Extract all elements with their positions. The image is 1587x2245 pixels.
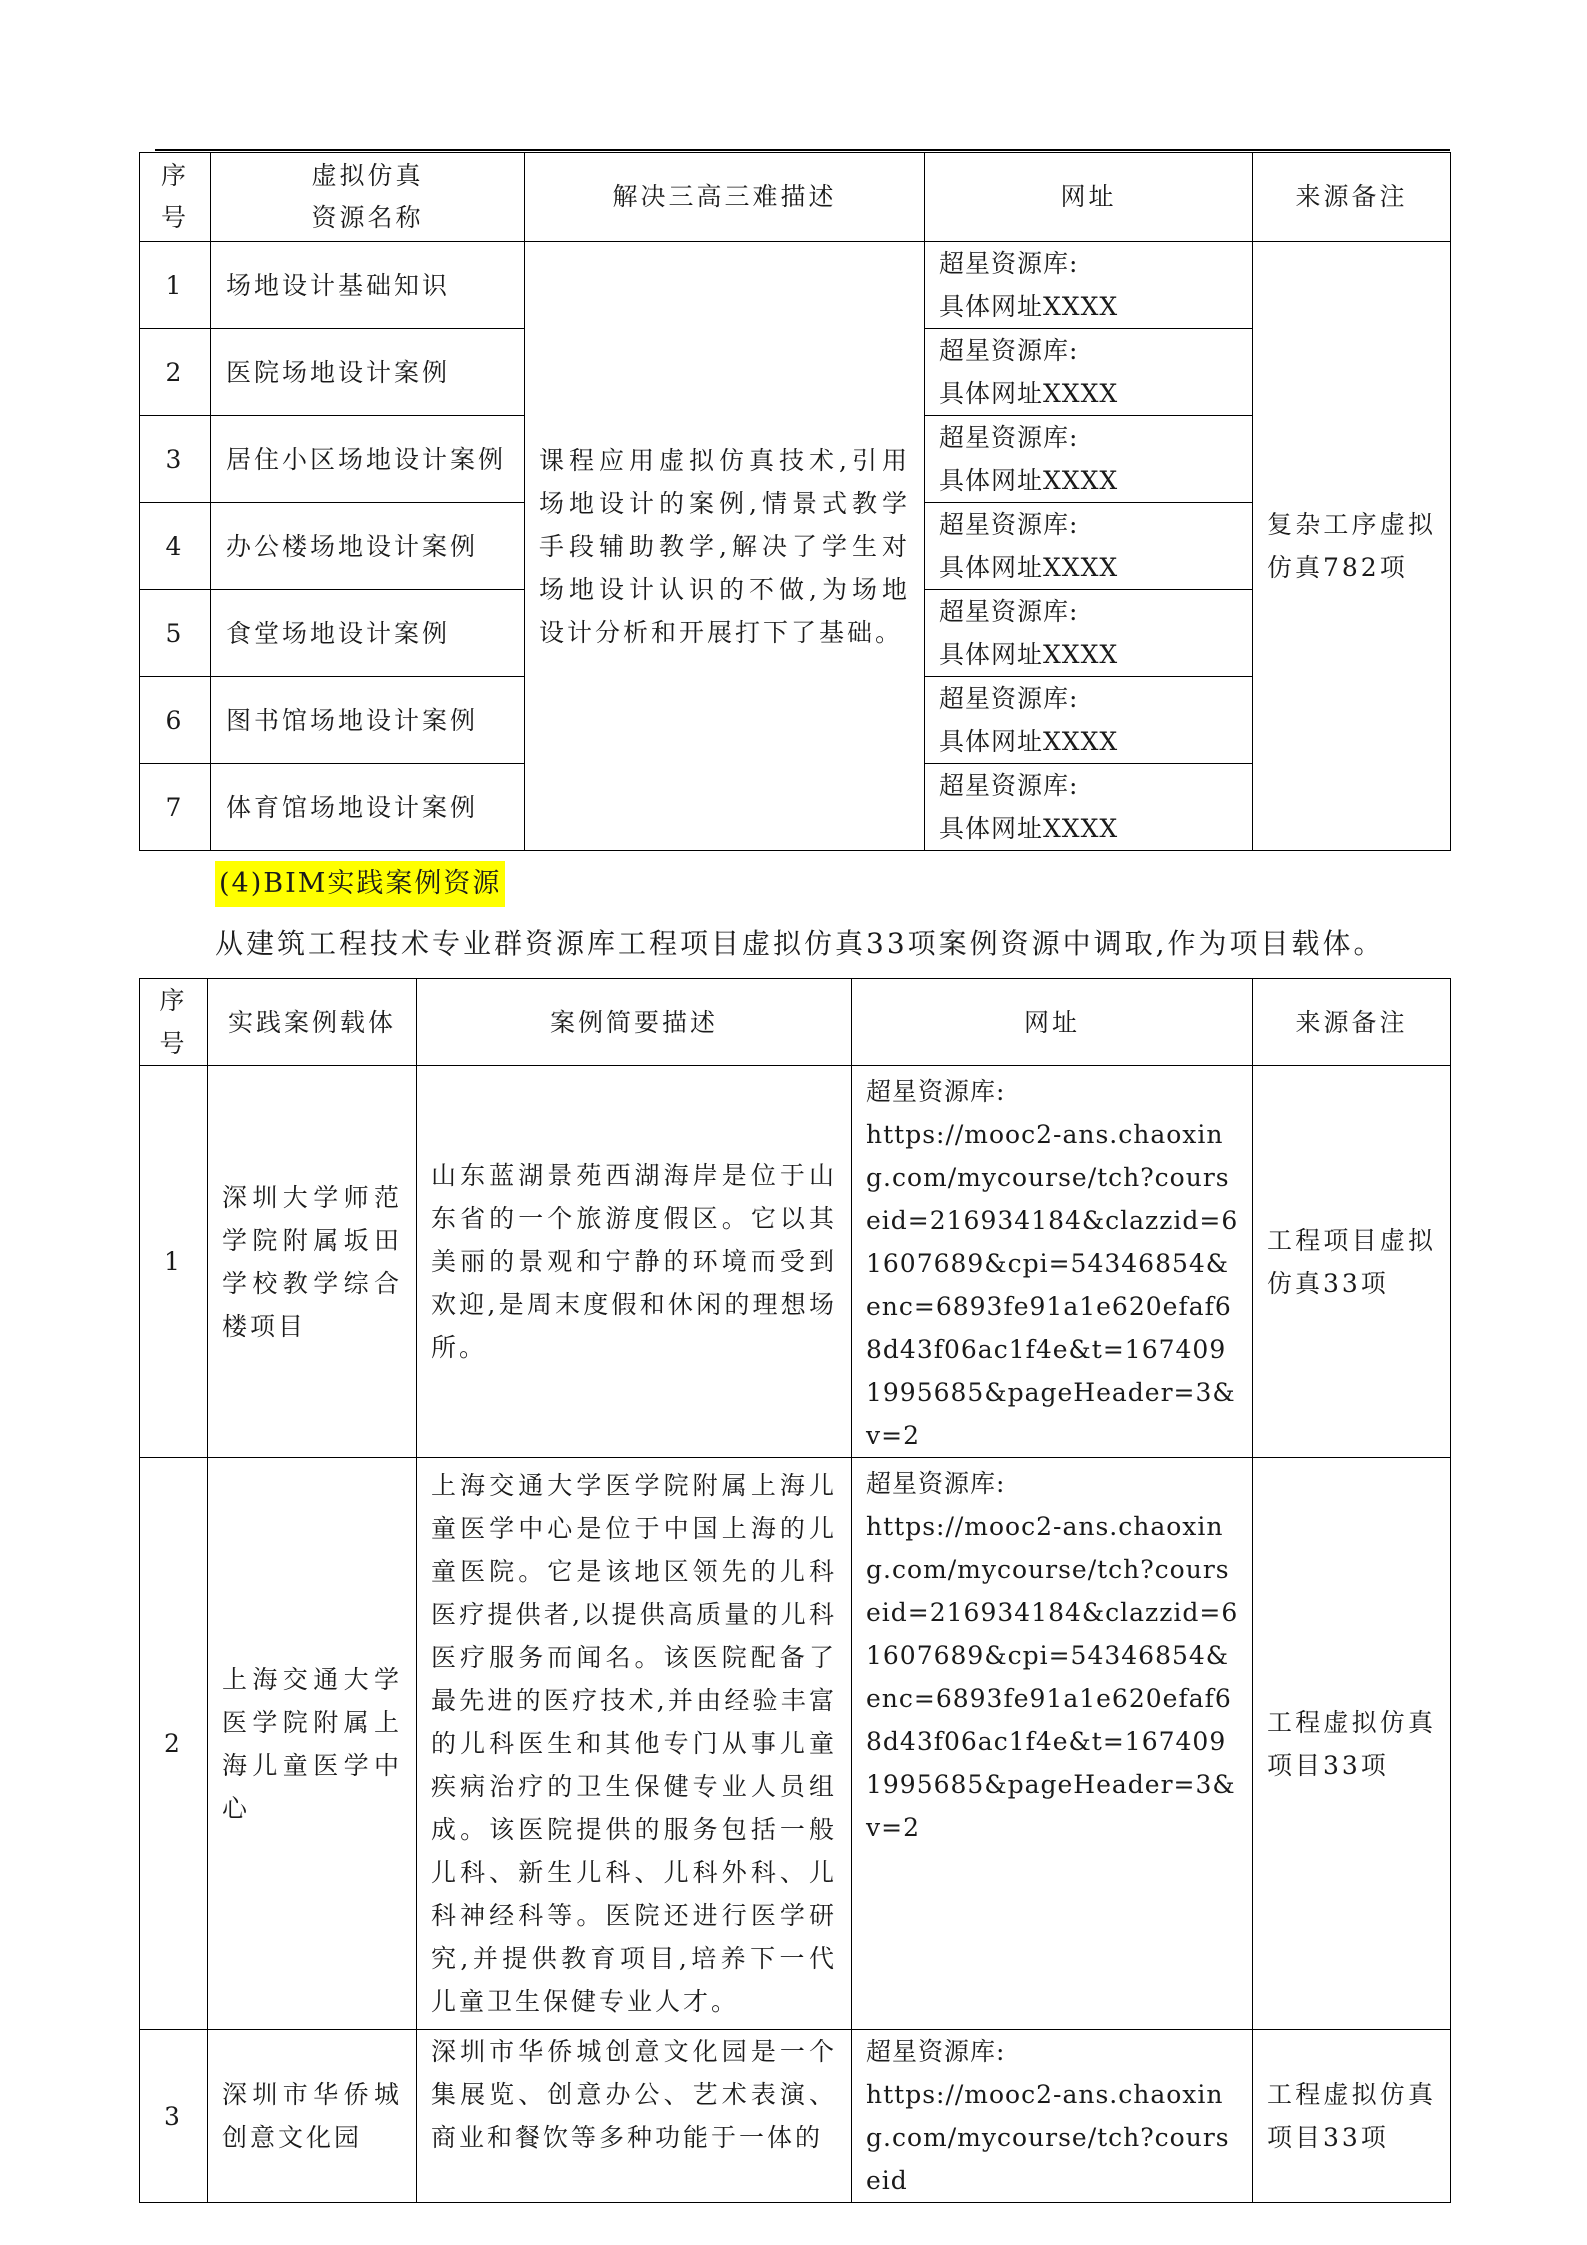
row-url[interactable]: 超星资源库: 具体网址XXXX	[925, 677, 1253, 764]
row-description: 山东蓝湖景苑西湖海岸是位于山东省的一个旅游度假区。它以其美丽的景观和宁静的环境而受到欢迎,是周末度假和休闲的理想场所。	[417, 1066, 852, 1458]
top-rule	[155, 149, 1450, 151]
row-carrier: 深圳大学师范学院附属坂田学校教学综合楼项目	[208, 1066, 417, 1458]
section-intro: 从建筑工程技术专业群资源库工程项目虚拟仿真33项案例资源中调取,作为项目载体。	[215, 927, 1385, 960]
header-seq: 序 号	[140, 979, 208, 1066]
row-url[interactable]: 超星资源库: 具体网址XXXX	[925, 329, 1253, 416]
header-description: 案例简要描述	[417, 979, 852, 1066]
row-url[interactable]: 超星资源库: 具体网址XXXX	[925, 590, 1253, 677]
row-seq: 3	[140, 416, 211, 503]
row-seq: 5	[140, 590, 211, 677]
row-url[interactable]: 超星资源库: 具体网址XXXX	[925, 503, 1253, 590]
row-carrier: 深圳市华侨城创意文化园	[208, 2030, 417, 2203]
row-url[interactable]: 超星资源库: 具体网址XXXX	[925, 764, 1253, 851]
table-row	[140, 2030, 1451, 2203]
virtual-simulation-table	[139, 152, 1451, 851]
row-source-note: 工程虚拟仿真项目33项	[1253, 1458, 1451, 2030]
row-resource-name: 办公楼场地设计案例	[211, 503, 525, 590]
row-description: 上海交通大学医学院附属上海儿童医学中心是位于中国上海的儿童医院。它是该地区领先的儿科医疗提供者,以提供高质量的儿科医疗服务而闻名。该医院配备了最先进的医疗技术,并由经验丰富的儿科医生和其他专门从事儿童疾病治疗的卫生保健专业人员组成。该医院提供的服务包括一般儿科、新生儿科、儿科外科、儿科神经科等。医院还进行医学研究,并提供教育项目,培养下一代儿童卫生保健专业人才。	[417, 1458, 852, 2030]
table-header-row	[140, 153, 1451, 242]
row-url[interactable]: 超星资源库: https://mooc2-ans.chaoxing.com/mycourse/tch?courseid=216934184&clazzid=61607689&cpi=54346854&enc=6893fe91a1e620efaf68d43f06ac1f4e&t=1674091995685&pageHeader=3&v=2	[852, 1458, 1253, 2030]
row-seq: 2	[140, 1458, 208, 2030]
section-heading: (4)BIM实践案例资源	[215, 861, 505, 907]
header-carrier: 实践案例载体	[208, 979, 417, 1066]
shared-description: 课程应用虚拟仿真技术,引用场地设计的案例,情景式教学手段辅助教学,解决了学生对场地设计认识的不做,为场地设计分析和开展打下了基础。	[525, 242, 925, 851]
row-resource-name: 体育馆场地设计案例	[211, 764, 525, 851]
row-seq: 3	[140, 2030, 208, 2203]
row-seq: 1	[140, 242, 211, 329]
shared-source-note: 复杂工序虚拟仿真782项	[1253, 242, 1451, 851]
bim-case-table	[139, 978, 1451, 2203]
table-header-row	[140, 979, 1451, 1066]
row-url[interactable]: 超星资源库: 具体网址XXXX	[925, 242, 1253, 329]
header-resource-name: 虚拟仿真 资源名称	[211, 153, 525, 242]
row-source-note: 工程虚拟仿真项目33项	[1253, 2030, 1451, 2203]
row-url[interactable]: 超星资源库: 具体网址XXXX	[925, 416, 1253, 503]
row-resource-name: 场地设计基础知识	[211, 242, 525, 329]
header-url: 网址	[852, 979, 1253, 1066]
table-row	[140, 1066, 1451, 1458]
header-source-note: 来源备注	[1253, 979, 1451, 1066]
row-source-note: 工程项目虚拟仿真33项	[1253, 1066, 1451, 1458]
header-source-note: 来源备注	[1253, 153, 1451, 242]
table-row	[140, 242, 1451, 329]
row-resource-name: 图书馆场地设计案例	[211, 677, 525, 764]
row-seq: 7	[140, 764, 211, 851]
row-resource-name: 医院场地设计案例	[211, 329, 525, 416]
row-url[interactable]: 超星资源库: https://mooc2-ans.chaoxing.com/mycourse/tch?courseid	[852, 2030, 1253, 2203]
row-seq: 4	[140, 503, 211, 590]
row-url[interactable]: 超星资源库: https://mooc2-ans.chaoxing.com/mycourse/tch?courseid=216934184&clazzid=61607689&cpi=54346854&enc=6893fe91a1e620efaf68d43f06ac1f4e&t=1674091995685&pageHeader=3&v=2	[852, 1066, 1253, 1458]
row-resource-name: 居住小区场地设计案例	[211, 416, 525, 503]
table-row	[140, 1458, 1451, 2030]
header-description: 解决三高三难描述	[525, 153, 925, 242]
row-seq: 6	[140, 677, 211, 764]
row-seq: 1	[140, 1066, 208, 1458]
row-resource-name: 食堂场地设计案例	[211, 590, 525, 677]
header-url: 网址	[925, 153, 1253, 242]
header-seq: 序 号	[140, 153, 211, 242]
row-description: 深圳市华侨城创意文化园是一个集展览、创意办公、艺术表演、商业和餐饮等多种功能于一体的	[417, 2030, 852, 2203]
row-carrier: 上海交通大学医学院附属上海儿童医学中心	[208, 1458, 417, 2030]
row-seq: 2	[140, 329, 211, 416]
